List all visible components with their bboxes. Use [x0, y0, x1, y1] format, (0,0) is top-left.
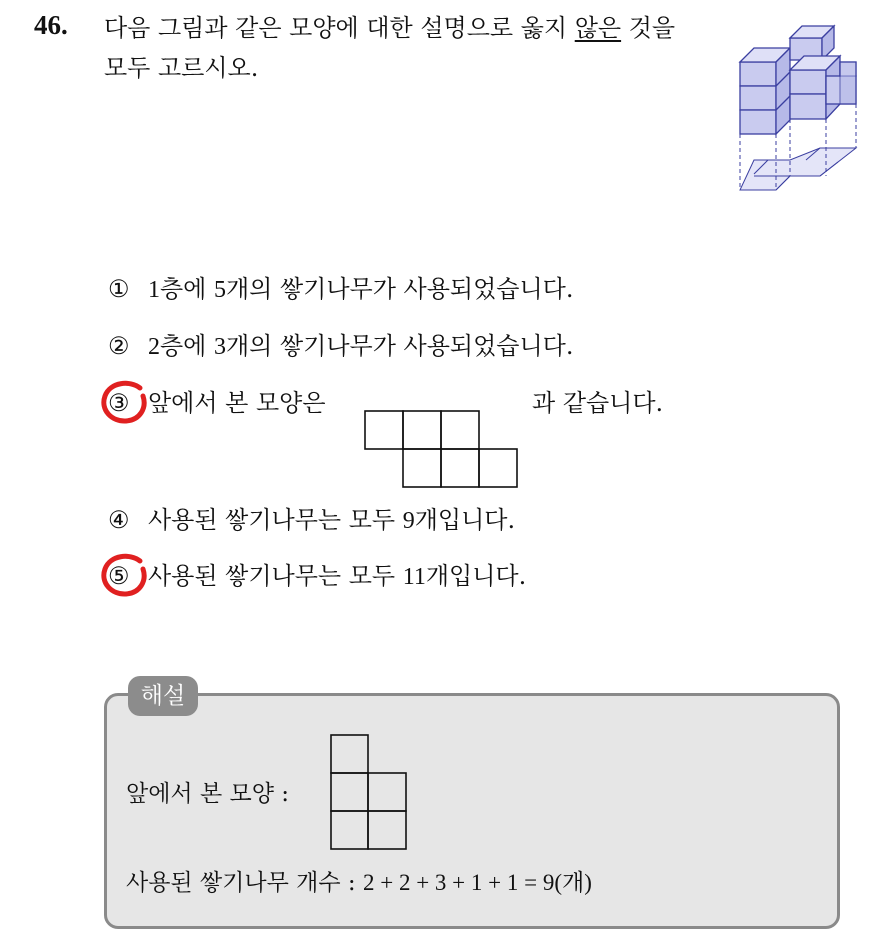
choice-2[interactable] [108, 329, 573, 364]
choice-5-mark: ⑤ [108, 562, 130, 590]
choice-1-text-c: 5 [214, 277, 226, 303]
solution-front-view-grid [330, 734, 408, 850]
choice-2-text-b: 층에 [160, 332, 214, 360]
solution-label: 해설 [128, 676, 198, 716]
choice-1-mark: ① [108, 275, 130, 303]
choice-1[interactable] [108, 272, 573, 307]
choice-1-text-a: 1 [148, 277, 160, 303]
choice-3-suffix [532, 386, 663, 420]
choice-1-text-d: 개의 쌓기나무가 사용되었습니다. [226, 275, 574, 303]
choice-4-text-c: 개입니다. [414, 506, 516, 534]
choice-4[interactable] [108, 503, 515, 538]
choice-5[interactable] [108, 559, 526, 594]
base-plan-grid [740, 148, 856, 190]
left-cube-column [740, 48, 790, 134]
solution-count-line [126, 864, 592, 897]
choice-3-mark: ③ [108, 389, 130, 417]
answer-circle-3 [100, 380, 152, 426]
choice-5-text-b: 11 [402, 564, 426, 590]
question-text [104, 8, 704, 88]
choice-3-text-a: 앞에서 본 모양은 [148, 389, 326, 417]
question-number: 46. [34, 10, 68, 40]
choice-2-mark: ② [108, 332, 130, 360]
choice-2-text-d: 개의 쌓기나무가 사용되었습니다. [226, 332, 574, 360]
choice-2-text-c: 3 [214, 334, 226, 360]
solution-front-view-label: 앞에서 본 모양 : [126, 781, 289, 807]
question-line1-end: 것을 [621, 14, 676, 42]
solution-equation: 2 + 2 + 3 + 1 + 1 = 9(개) [362, 870, 592, 895]
choice-5-text-c: 개입니다. [425, 562, 527, 590]
choice-4-text-b: 9 [402, 508, 415, 534]
question-line2: 모두 고르시오. [104, 54, 259, 82]
choice-1-text-b: 층에 [160, 275, 214, 303]
choice-4-text-a: 사용된 쌓기나무는 모두 [148, 506, 403, 534]
answer-circle-5 [100, 553, 152, 599]
choice-3-text-b: 과 같습니다. [532, 389, 664, 417]
choice-5-text-a: 사용된 쌓기나무는 모두 [148, 562, 403, 590]
stacked-cubes-figure [730, 14, 865, 199]
choice-4-mark: ④ [108, 506, 130, 534]
back-cube-column [790, 26, 834, 60]
choice-3-front-view-grid [364, 410, 518, 488]
solution-count-label: 사용된 쌓기나무 개수 : [126, 870, 356, 896]
question-underlined-word: 않은 [574, 14, 622, 42]
question-line1-start: 다음 그림과 같은 모양에 대한 설명으로 옳지 [104, 14, 575, 42]
choice-2-text-a: 2 [148, 334, 160, 360]
